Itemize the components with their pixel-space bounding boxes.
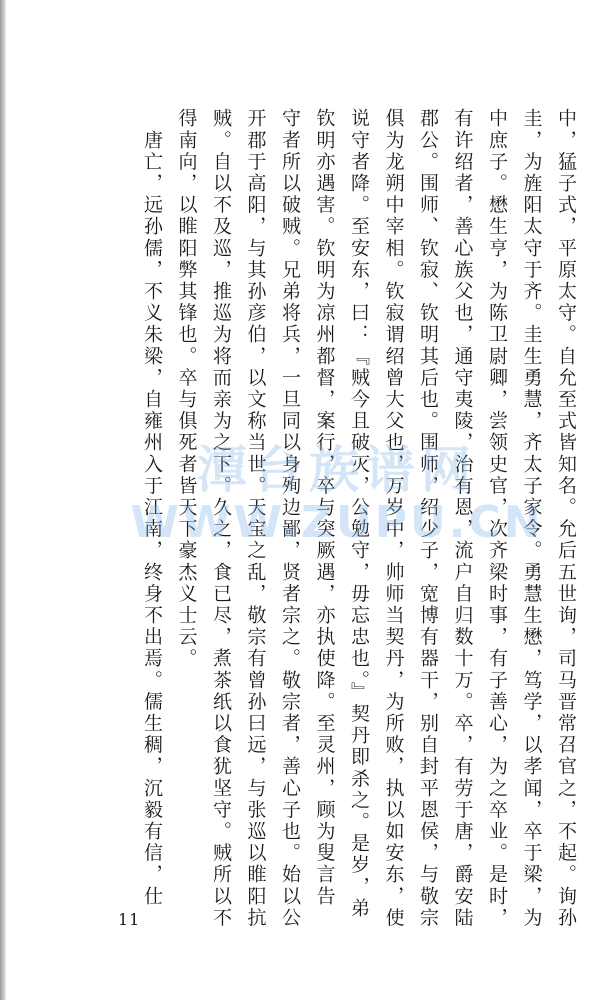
text-column-1: 中，猛子式，平原太守。自允至式皆知名。允后五世询，司马晋常召官之，不起。询孙 — [555, 108, 577, 929]
text-column-8: 钦明亦遇害。钦明为凉州都督，案行，卒与突厥遇，亦执使降。至灵州，顾为叟言告 — [313, 108, 336, 908]
site-watermark — [112, 440, 562, 546]
text-column-10: 开郡于高阳，与其孙彦伯，以文称当世。天宝之乱，敬宗有曾孙曰远，与张巡以睢阳抗 — [244, 108, 267, 929]
text-column-4: 有许绍者，善心族父也，通守夷陵，治有恩，流户自归数十万。卒，有劳于唐，爵安陆 — [451, 108, 474, 929]
text-column-12: 得南向，以睢阳弊其锋也。卒与俱死者皆天下豪杰义士云。 — [175, 108, 198, 670]
text-column-5: 郡公。围师、钦寂、钦明其后也。围师，绍少子，宽博有器干，别自封平恩侯，与敬宗 — [417, 108, 439, 929]
text-column-11: 贼。自以不及巡，推巡为将而亲为之下。久之，食已尽，煮茶纸以食犹坚守。贼所以不 — [210, 108, 232, 929]
page-binding-edge — [0, 0, 6, 1000]
watermark-chinese: 潭台族谱网 — [197, 441, 477, 499]
text-column-3: 中庶子。懋生亨，为陈卫尉卿，尝领史官，次齐梁时事，有子善心，为之卒业。是时， — [486, 108, 508, 929]
text-column-13: 唐亡，远孙儒，不义朱梁，自雍州入于江南，终身不出焉。儒生稠，沉毅有信，仕 — [141, 108, 163, 908]
text-column-2: 圭，为旌阳太守于齐。圭生勇慧，齐太子家令。勇慧生懋，笃学，以孝闻，卒于梁，为 — [520, 108, 543, 929]
page-number: 11 — [118, 910, 141, 929]
text-column-9: 守者所以破贼。兄弟将兵，一旦同以身殉边鄙，贤者宗之。敬宗者，善心子也。始以公 — [279, 108, 301, 929]
watermark-url: WWW.ZUPU.CN — [130, 497, 544, 548]
text-column-6: 俱为龙朔中宰相。钦寂谓绍曾大父也，万岁中，帅师当契丹，为所败，执以如安东，使 — [382, 108, 405, 929]
text-column-7: 说守者降。至安东，曰：『贼今且破灭，公勉守，毋忘忠也。』契丹即杀之。是岁，弟 — [348, 108, 370, 920]
